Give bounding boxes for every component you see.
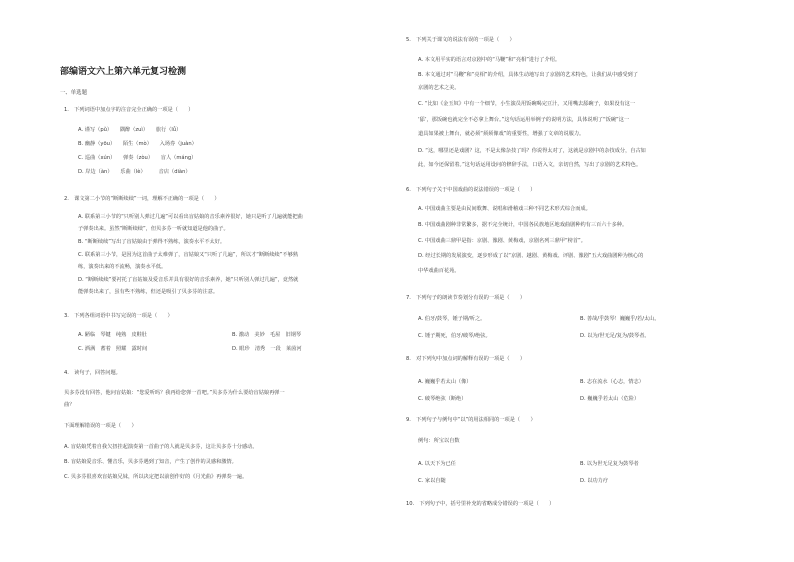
q5-option-d: D. “这，哪里还是戏剧？这，不是太像杂技了吗？你说得太对了，这就是京剧中的杂技成分，自古如 [418,148,646,154]
q9-option-a: A. 以天下为已任 [418,461,456,467]
q4-option-a: A. 盲姑娘凭着自我欠扭挂起演奏第一首曲子的人就是贝多芬，这让贝多芬十分感动。 [64,444,258,450]
q6-option-c: C. 中国戏曲三鼎甲是指：京剧、豫剧、黄梅戏，京剧名列三鼎甲“榜首”。 [418,238,586,244]
q4-passage-cont: 曲？ [64,402,75,408]
q6-option-d-cont: 中华戏曲百花苑。 [418,268,460,274]
q8-option-a: A. 巍巍乎若太山（像） [418,379,472,385]
question-5: 5. 下列关于课文的说法有误的一项是（ ） [406,37,515,43]
question-2: 2. 课文第二小节的“断断续续”一词，理解不正确的一项是（ ） [64,196,220,202]
q2-option-d: D. “断断续续”要衬托了盲姑娘及爱音乐并具有很好的音乐素养，她“只听别人弹过几遍”，竟然就 [78,277,299,283]
q5-option-b-cont: 京剧的艺术之美。 [418,85,460,91]
q6-option-d: D. 经过长期的发展演变，逐步形成了以“京剧、越剧、黄梅戏、评剧、豫剧”五大戏曲剧种为核心的 [418,253,644,259]
q4-option-b: B. 盲姑娘爱音乐、懂音乐，贝多芬遇到了知音，产生了创作的灵感和激情。 [64,459,237,465]
q3-option-c: C. 洒满 蓄着 照耀 露时间 [78,346,148,352]
question-7: 7. 下列句子的朗读节奏划分有误的一项是（ ） [406,295,526,301]
q5-option-d-cont: 此，如今还保留着。”这句话运用设问的修辞手法，口语入文，亲切自然，写出了京剧的艺术特色。 [418,162,642,168]
question-3: 3. 下列各组词语中书写完误的一项是（ ） [64,313,173,319]
q9-option-d: D. 以功力疗 [580,478,609,484]
question-8: 8. 对下列句中加点词的解释有误的一项是（ ） [406,356,526,362]
q9-option-b: B. 以为世无足复为鼓琴者 [580,461,639,467]
q7-option-c: C. 锺子期死，伯牙/破琴/绝弦。 [418,333,491,339]
q3-option-d: D. 眼珍 清秀 一段 莱茵河 [232,346,302,352]
section-heading: 一、单选题 [60,90,87,96]
q2-option-c-cont: 练，演奏出来的不流畅，演奏水平低。 [78,264,167,270]
q2-option-a: A. 联系第三小节的“只听别人弹过几遍”可以看出盲姑娘的音乐素养很好，她只是听了几遍就能把曲 [78,214,303,220]
page-title: 部编语文六上第六单元复习检测 [60,67,187,77]
q5-option-b: B. 本文通过对“马鞭”和“亮相”的介绍，具体生动地写出了京剧的艺术特色，让我们从中感受到了 [418,72,638,78]
q7-option-a: A. 伯牙/鼓琴，锺子期/听之。 [418,316,486,322]
q2-option-a-cont: 子弹奏出来。虽然“断断续续”，但贝多芬一听就知道是他的曲子。 [78,226,229,232]
q5-option-c-cont1: ‘舔’，那饭碗也就完全不必拿上舞台。”这句话运用举例子的说明方法，具体说明了“饭碗”这一 [418,117,630,123]
q2-option-c: C. 联系第三小节，是因为这首曲子太难弹了，盲姑娘又“只听了几遍”，所以才“断断续续”不够熟 [78,252,298,258]
q4-prompt: 下面理解错误的一项是（ ） [64,423,137,429]
question-9: 9. 下列句子与例句中“以”的用法相同的一项是（ ） [406,417,536,423]
q2-option-d-cont: 能弹奏出来了，虽有些不熟练，但还是吸引了贝多芬的注意。 [78,289,219,295]
q7-option-d: D. 以为/世无足/复为/鼓琴者。 [580,333,650,339]
q9-example: 例句：所宝以自数 [418,438,460,444]
q3-option-b: B. 激动 美妙 毛屋 旧钢琴 [232,332,302,338]
q3-option-a: A. 陋临 琴键 纯熟 皮鞋肚 [78,332,148,338]
q8-option-c: C. 破琴绝弦（断绝） [418,396,467,402]
q8-option-d: D. 巍巍乎若太山（危险） [580,396,640,402]
q7-option-b: B. 善哉/乎鼓琴！巍巍乎/若/太山。 [580,316,660,322]
q1-option-d: D. 岸边（àn） 乐曲（lè） 音店（diàn） [78,169,191,175]
question-6: 6. 下列句子关于中国戏曲的说法错误的一项是（ ） [406,187,536,193]
q9-option-c: C. 家以自随 [418,478,446,484]
q8-option-b: B. 志在流水（心志，情志） [580,379,644,385]
q5-option-a: A. 本文用平实的语言对京剧中的“马鞭”和“亮相”进行了介绍。 [418,57,561,63]
q5-option-c-cont2: 道具如果被上舞台，就必须“须须像戏”的重要性，增强了文章的说服力。 [418,131,585,137]
question-10: 10. 下列句子中，括号里补充的省略成分错误的一项是（ ） [406,501,555,507]
q1-option-a: A. 谨写（pǔ） 隅醉（zuì） 旅行（lǚ） [78,127,182,133]
q2-option-b: B. “断断续续”写出了盲姑娘由于弹得不熟练，演奏水平不太好。 [78,239,226,245]
question-1: 1. 下列词语中加点字的注音完全正确的一项是（ ） [64,107,194,113]
q6-option-b: B. 中国戏曲剧种非常繁多，据不完全统计，中国各民族地区地戏曲剧种约有三百六十多种。 [418,222,628,228]
q4-option-c: C. 贝多芬很喜欢盲姑娘兄妹，所以决定把以前创作好的《月光曲》再弹奏一遍。 [64,474,248,480]
q1-option-c: C. 巡曲（xún） 弹奏（zòu） 盲人（máng） [78,155,197,161]
question-4: 4. 读句子，回答问题。 [64,370,121,376]
q4-passage: 贝多芬没有回答，他问盲姑娘：“您爱听吗？我再给您弹一首吧。”贝多芬为什么要给盲姑娘再弹一 [64,390,285,396]
q6-option-a: A. 中国戏曲主要是由民间歌舞、说唱和滑稽戏三种不同艺术形式综合而成。 [418,206,591,212]
q5-option-c: C. “比如《金玉奴》中有一个细节，小生演员用饭碗喝完豆汁，又用嘴去舔碗子，如果没有这一 [418,101,636,107]
q1-option-b: B. 幽静（yōu） 陌生（mò） 入场券（juàn） [78,141,197,147]
